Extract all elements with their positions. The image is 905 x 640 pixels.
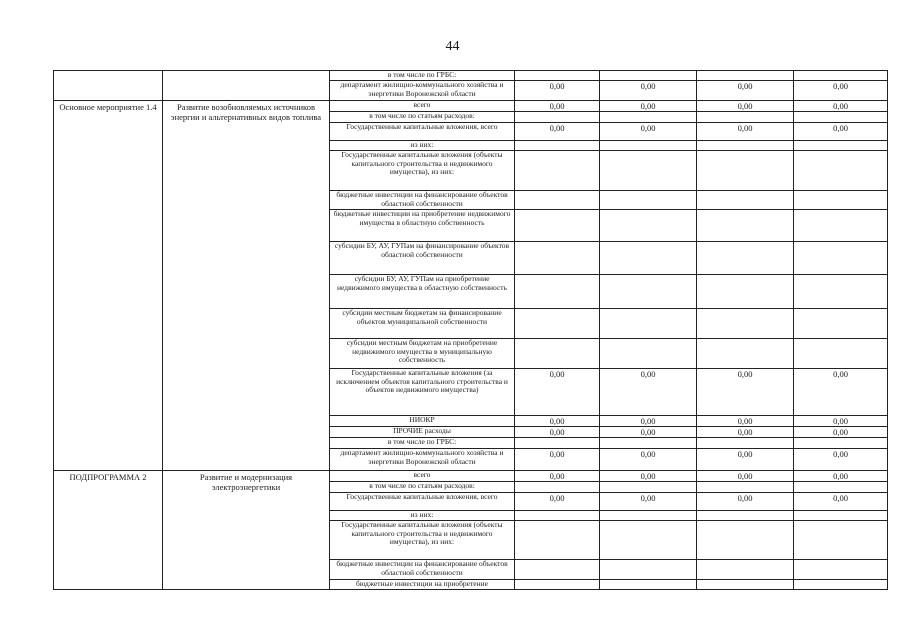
amount-cell: [697, 141, 794, 151]
amount-cell: 0,00: [515, 81, 600, 101]
expense-item-label: бюджетные инвестиции на приобретение недвижимого имущества в областную собственность: [330, 210, 515, 242]
expense-item-label: субсидии местным бюджетам на приобретение недвижимого имущества в муниципальную собственность: [330, 339, 515, 369]
amount-cell: [600, 112, 697, 123]
amount-cell: [515, 521, 600, 560]
amount-cell: 0,00: [600, 449, 697, 471]
amount-cell: [697, 275, 794, 309]
amount-cell: 0,00: [515, 101, 600, 112]
amount-cell: 0,00: [515, 123, 600, 141]
amount-cell: 0,00: [515, 427, 600, 438]
expense-item-label: ПРОЧИЕ расходы: [330, 427, 515, 438]
amount-cell: 0,00: [515, 449, 600, 471]
expense-item-label: Государственные капитальные вложения (объекты капитального строительства и недвижимого имущества), из них:: [330, 521, 515, 560]
amount-cell: 0,00: [697, 471, 794, 482]
amount-cell: 0,00: [515, 471, 600, 482]
expense-item-label: в том числе по ГРБС:: [330, 71, 515, 81]
amount-cell: [600, 560, 697, 580]
amount-cell: [794, 242, 888, 275]
amount-cell: [697, 521, 794, 560]
amount-cell: 0,00: [794, 449, 888, 471]
amount-cell: 0,00: [794, 369, 888, 416]
amount-cell: 0,00: [515, 416, 600, 427]
amount-cell: [794, 210, 888, 242]
amount-cell: [600, 191, 697, 210]
page-number: 44: [445, 39, 460, 54]
amount-cell: [697, 511, 794, 521]
amount-cell: 0,00: [600, 493, 697, 511]
amount-cell: [794, 580, 888, 590]
section-title: Развитие и модернизация электроэнергетики: [163, 471, 330, 590]
amount-cell: 0,00: [515, 369, 600, 416]
expense-item-label: Государственные капитальные вложения, всего: [330, 493, 515, 511]
section-name: ПОДПРОГРАММА 2: [54, 471, 163, 590]
amount-cell: [794, 511, 888, 521]
amount-cell: [794, 521, 888, 560]
amount-cell: [515, 438, 600, 449]
amount-cell: [600, 511, 697, 521]
amount-cell: [697, 339, 794, 369]
amount-cell: [600, 309, 697, 339]
amount-cell: [697, 71, 794, 81]
amount-cell: [600, 210, 697, 242]
amount-cell: [515, 151, 600, 191]
amount-cell: [600, 151, 697, 191]
amount-cell: [600, 521, 697, 560]
expense-item-label: департамент жилищно-коммунального хозяйства и энергетики Воронежской области: [330, 81, 515, 101]
amount-cell: [697, 112, 794, 123]
amount-cell: [697, 560, 794, 580]
amount-cell: 0,00: [600, 427, 697, 438]
amount-cell: 0,00: [515, 493, 600, 511]
amount-cell: 0,00: [600, 123, 697, 141]
expense-item-label: Государственные капитальные вложения (за исключением объектов капитального строительства и объектов недвижимого имущества): [330, 369, 515, 416]
amount-cell: [600, 438, 697, 449]
amount-cell: [515, 71, 600, 81]
amount-cell: [600, 275, 697, 309]
amount-cell: [697, 482, 794, 493]
amount-cell: 0,00: [697, 81, 794, 101]
expense-item-label: Государственные капитальные вложения, всего: [330, 123, 515, 141]
amount-cell: [697, 309, 794, 339]
expense-item-label: из них:: [330, 511, 515, 521]
amount-cell: [600, 141, 697, 151]
section-title: Развитие возобновляемых источников энергии и альтернативных видов топлива: [163, 101, 330, 471]
amount-cell: [515, 339, 600, 369]
expense-item-label: в том числе по статьям расходов:: [330, 482, 515, 493]
amount-cell: 0,00: [794, 416, 888, 427]
amount-cell: [697, 210, 794, 242]
amount-cell: 0,00: [600, 101, 697, 112]
amount-cell: [794, 339, 888, 369]
amount-cell: [515, 242, 600, 275]
expense-item-label: из них:: [330, 141, 515, 151]
amount-cell: [515, 141, 600, 151]
amount-cell: [794, 71, 888, 81]
amount-cell: 0,00: [794, 101, 888, 112]
expense-item-label: в том числе по статьям расходов:: [330, 112, 515, 123]
amount-cell: [697, 580, 794, 590]
amount-cell: 0,00: [600, 471, 697, 482]
expense-item-label: Государственные капитальные вложения (объекты капитального строительства и недвижимого имущества), из них:: [330, 151, 515, 191]
amount-cell: [794, 482, 888, 493]
section-name: Основное мероприятие 1.4: [54, 101, 163, 471]
amount-cell: [515, 511, 600, 521]
amount-cell: [515, 210, 600, 242]
expense-item-label: в том числе по ГРБС:: [330, 438, 515, 449]
amount-cell: 0,00: [794, 427, 888, 438]
expense-item-label: НИОКР: [330, 416, 515, 427]
amount-cell: [515, 191, 600, 210]
table-row: [54, 101, 888, 112]
amount-cell: [515, 560, 600, 580]
amount-cell: [515, 580, 600, 590]
amount-cell: [600, 482, 697, 493]
amount-cell: [515, 482, 600, 493]
amount-cell: [600, 242, 697, 275]
budget-table: [53, 70, 888, 590]
amount-cell: [697, 191, 794, 210]
amount-cell: [515, 309, 600, 339]
amount-cell: 0,00: [600, 369, 697, 416]
amount-cell: [697, 151, 794, 191]
amount-cell: 0,00: [697, 416, 794, 427]
amount-cell: 0,00: [794, 471, 888, 482]
amount-cell: [794, 438, 888, 449]
expense-item-label: всего: [330, 101, 515, 112]
expense-item-label: департамент жилищно-коммунального хозяйства и энергетики Воронежской области: [330, 449, 515, 471]
expense-item-label: субсидии БУ, АУ, ГУПам на финансирование объектов областной собственности: [330, 242, 515, 275]
amount-cell: 0,00: [697, 427, 794, 438]
expense-item-label: субсидии БУ, АУ, ГУПам на приобретение недвижимого имущества в областную собственность: [330, 275, 515, 309]
expense-item-label: субсидии местным бюджетам на финансирование объектов муниципальной собственности: [330, 309, 515, 339]
expense-item-label: бюджетные инвестиции на финансирование объектов областной собственности: [330, 191, 515, 210]
amount-cell: [697, 438, 794, 449]
amount-cell: [600, 580, 697, 590]
amount-cell: [515, 112, 600, 123]
expense-item-label: всего: [330, 471, 515, 482]
amount-cell: 0,00: [697, 369, 794, 416]
amount-cell: 0,00: [697, 493, 794, 511]
amount-cell: [794, 309, 888, 339]
section-title: [163, 71, 330, 101]
expense-item-label: бюджетные инвестиции на финансирование объектов областной собственности: [330, 560, 515, 580]
amount-cell: [515, 275, 600, 309]
amount-cell: 0,00: [697, 449, 794, 471]
amount-cell: [794, 560, 888, 580]
section-name: [54, 71, 163, 101]
amount-cell: [794, 112, 888, 123]
table-row: [54, 471, 888, 482]
amount-cell: [697, 242, 794, 275]
amount-cell: [794, 151, 888, 191]
amount-cell: 0,00: [600, 416, 697, 427]
amount-cell: 0,00: [697, 123, 794, 141]
amount-cell: [600, 339, 697, 369]
amount-cell: 0,00: [794, 123, 888, 141]
amount-cell: [794, 141, 888, 151]
amount-cell: 0,00: [697, 101, 794, 112]
amount-cell: [794, 275, 888, 309]
amount-cell: [794, 191, 888, 210]
amount-cell: [600, 71, 697, 81]
amount-cell: 0,00: [600, 81, 697, 101]
amount-cell: 0,00: [794, 81, 888, 101]
table-row: [54, 71, 888, 81]
amount-cell: 0,00: [794, 493, 888, 511]
expense-item-label: бюджетные инвестиции на приобретение: [330, 580, 515, 590]
